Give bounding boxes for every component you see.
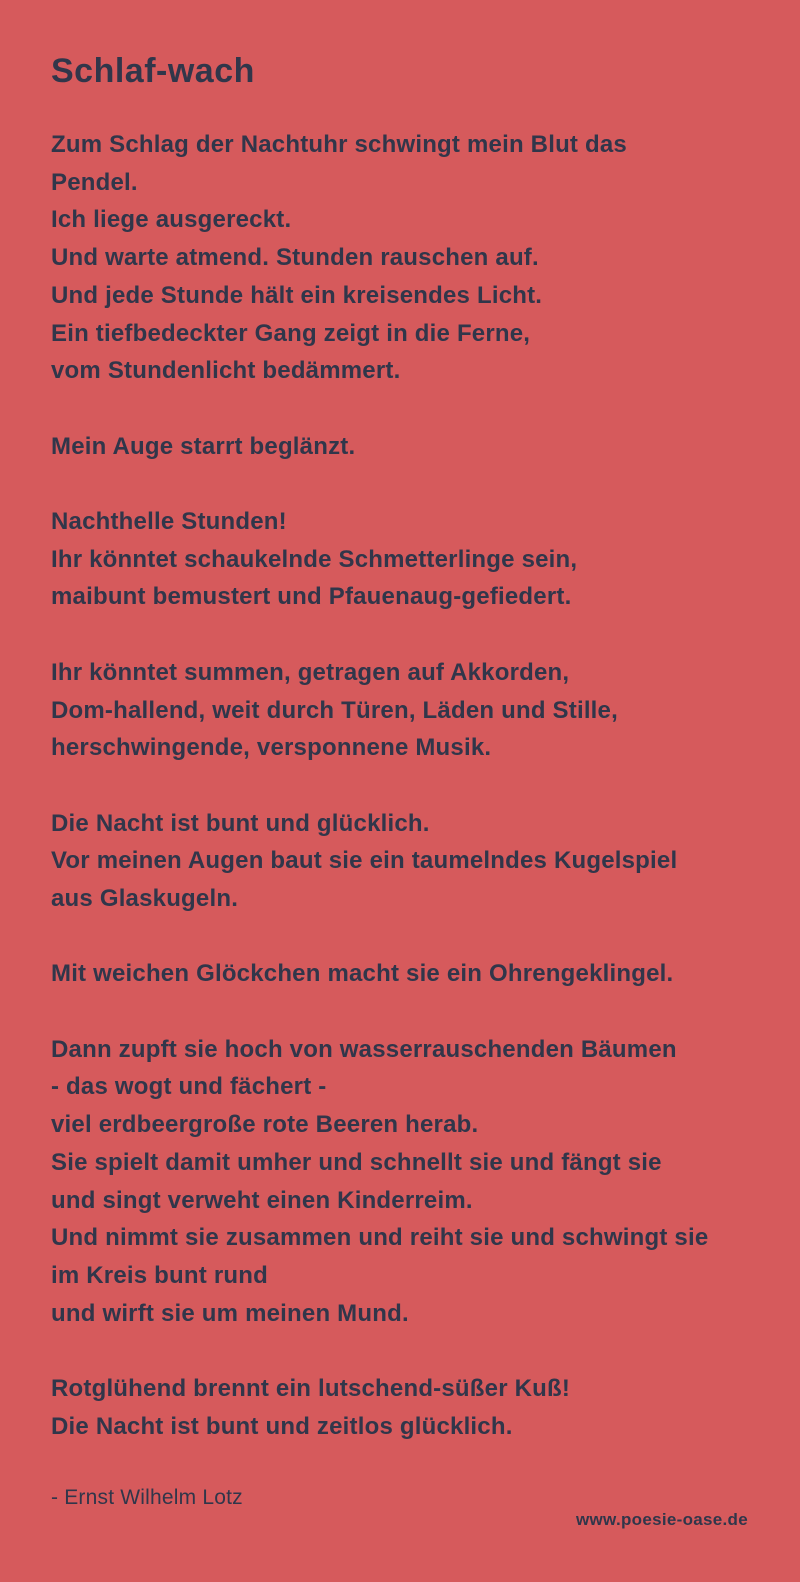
poem-line: herschwingende, versponnene Musik. [51,734,492,762]
stanza-1 [51,126,750,390]
poem-line: maibunt bemustert und Pfauenaug-gefiedert. [51,583,572,611]
stanza-4 [51,654,750,767]
poem-line: Zum Schlag der Nachtuhr schwingt mein Blut das [51,131,627,158]
poem-line: Die Nacht ist bunt und glücklich. [51,809,430,837]
stanza-7 [51,1031,750,1333]
poem-line: Vor meinen Augen baut sie ein taumelndes Kugelspiel [51,847,678,875]
poem-line: und singt verweht einen Kinderreim. [51,1186,473,1214]
watermark-url: www.poesie-oase.de [576,1510,748,1529]
stanza-3 [51,503,750,616]
poem-line: Dann zupft sie hoch von wasserrauschenden Bäumen [51,1035,677,1063]
poem-line: Pendel. [51,168,138,196]
poem-line: Dom-hallend, weit durch Türen, Läden und Stille, [51,696,618,724]
poem-line: Ich liege ausgereckt. [51,206,292,234]
poem-line: Und warte atmend. Stunden rauschen auf. [51,244,539,272]
stanza-2 [51,428,750,466]
poem-line: und wirft sie um meinen Mund. [51,1299,409,1327]
poem-line: Ein tiefbedeckter Gang zeigt in die Ferne, [51,319,531,347]
poem-line: aus Glaskugeln. [51,885,239,912]
poem-title: Schlaf-wach [51,52,255,90]
poem-line: im Kreis bunt rund [51,1262,268,1289]
poem-line: Nachthelle Stunden! [51,508,287,535]
poem-line: Rotglühend brennt ein lutschend-süßer Kuß! [51,1375,571,1403]
poem-line: vom Stundenlicht bedämmert. [51,357,401,385]
poem-line: viel erdbeergroße rote Beeren herab. [51,1111,479,1139]
stanza-5 [51,805,750,918]
poem-line: Mein Auge starrt beglänzt. [51,432,356,460]
poem-attribution: - Ernst Wilhelm Lotz [51,1486,243,1510]
stanza-8 [51,1370,750,1445]
poem-line: Ihr könntet summen, getragen auf Akkorden, [51,658,570,686]
stanza-6 [51,955,750,993]
poem-line: Sie spielt damit umher und schnellt sie und fängt sie [51,1148,662,1176]
poem-line: Und jede Stunde hält ein kreisendes Licht. [51,281,543,309]
poem-line: Ihr könntet schaukelnde Schmetterlinge sein, [51,545,578,573]
poem-line: Und nimmt sie zusammen und reiht sie und schwingt sie [51,1224,709,1252]
poem-line: Mit weichen Glöckchen macht sie ein Ohrengeklingel. [51,960,674,988]
poem-body [51,126,750,1446]
poem-line: - das wogt und fächert - [51,1073,327,1101]
poem-line: Die Nacht ist bunt und zeitlos glücklich. [51,1412,513,1440]
